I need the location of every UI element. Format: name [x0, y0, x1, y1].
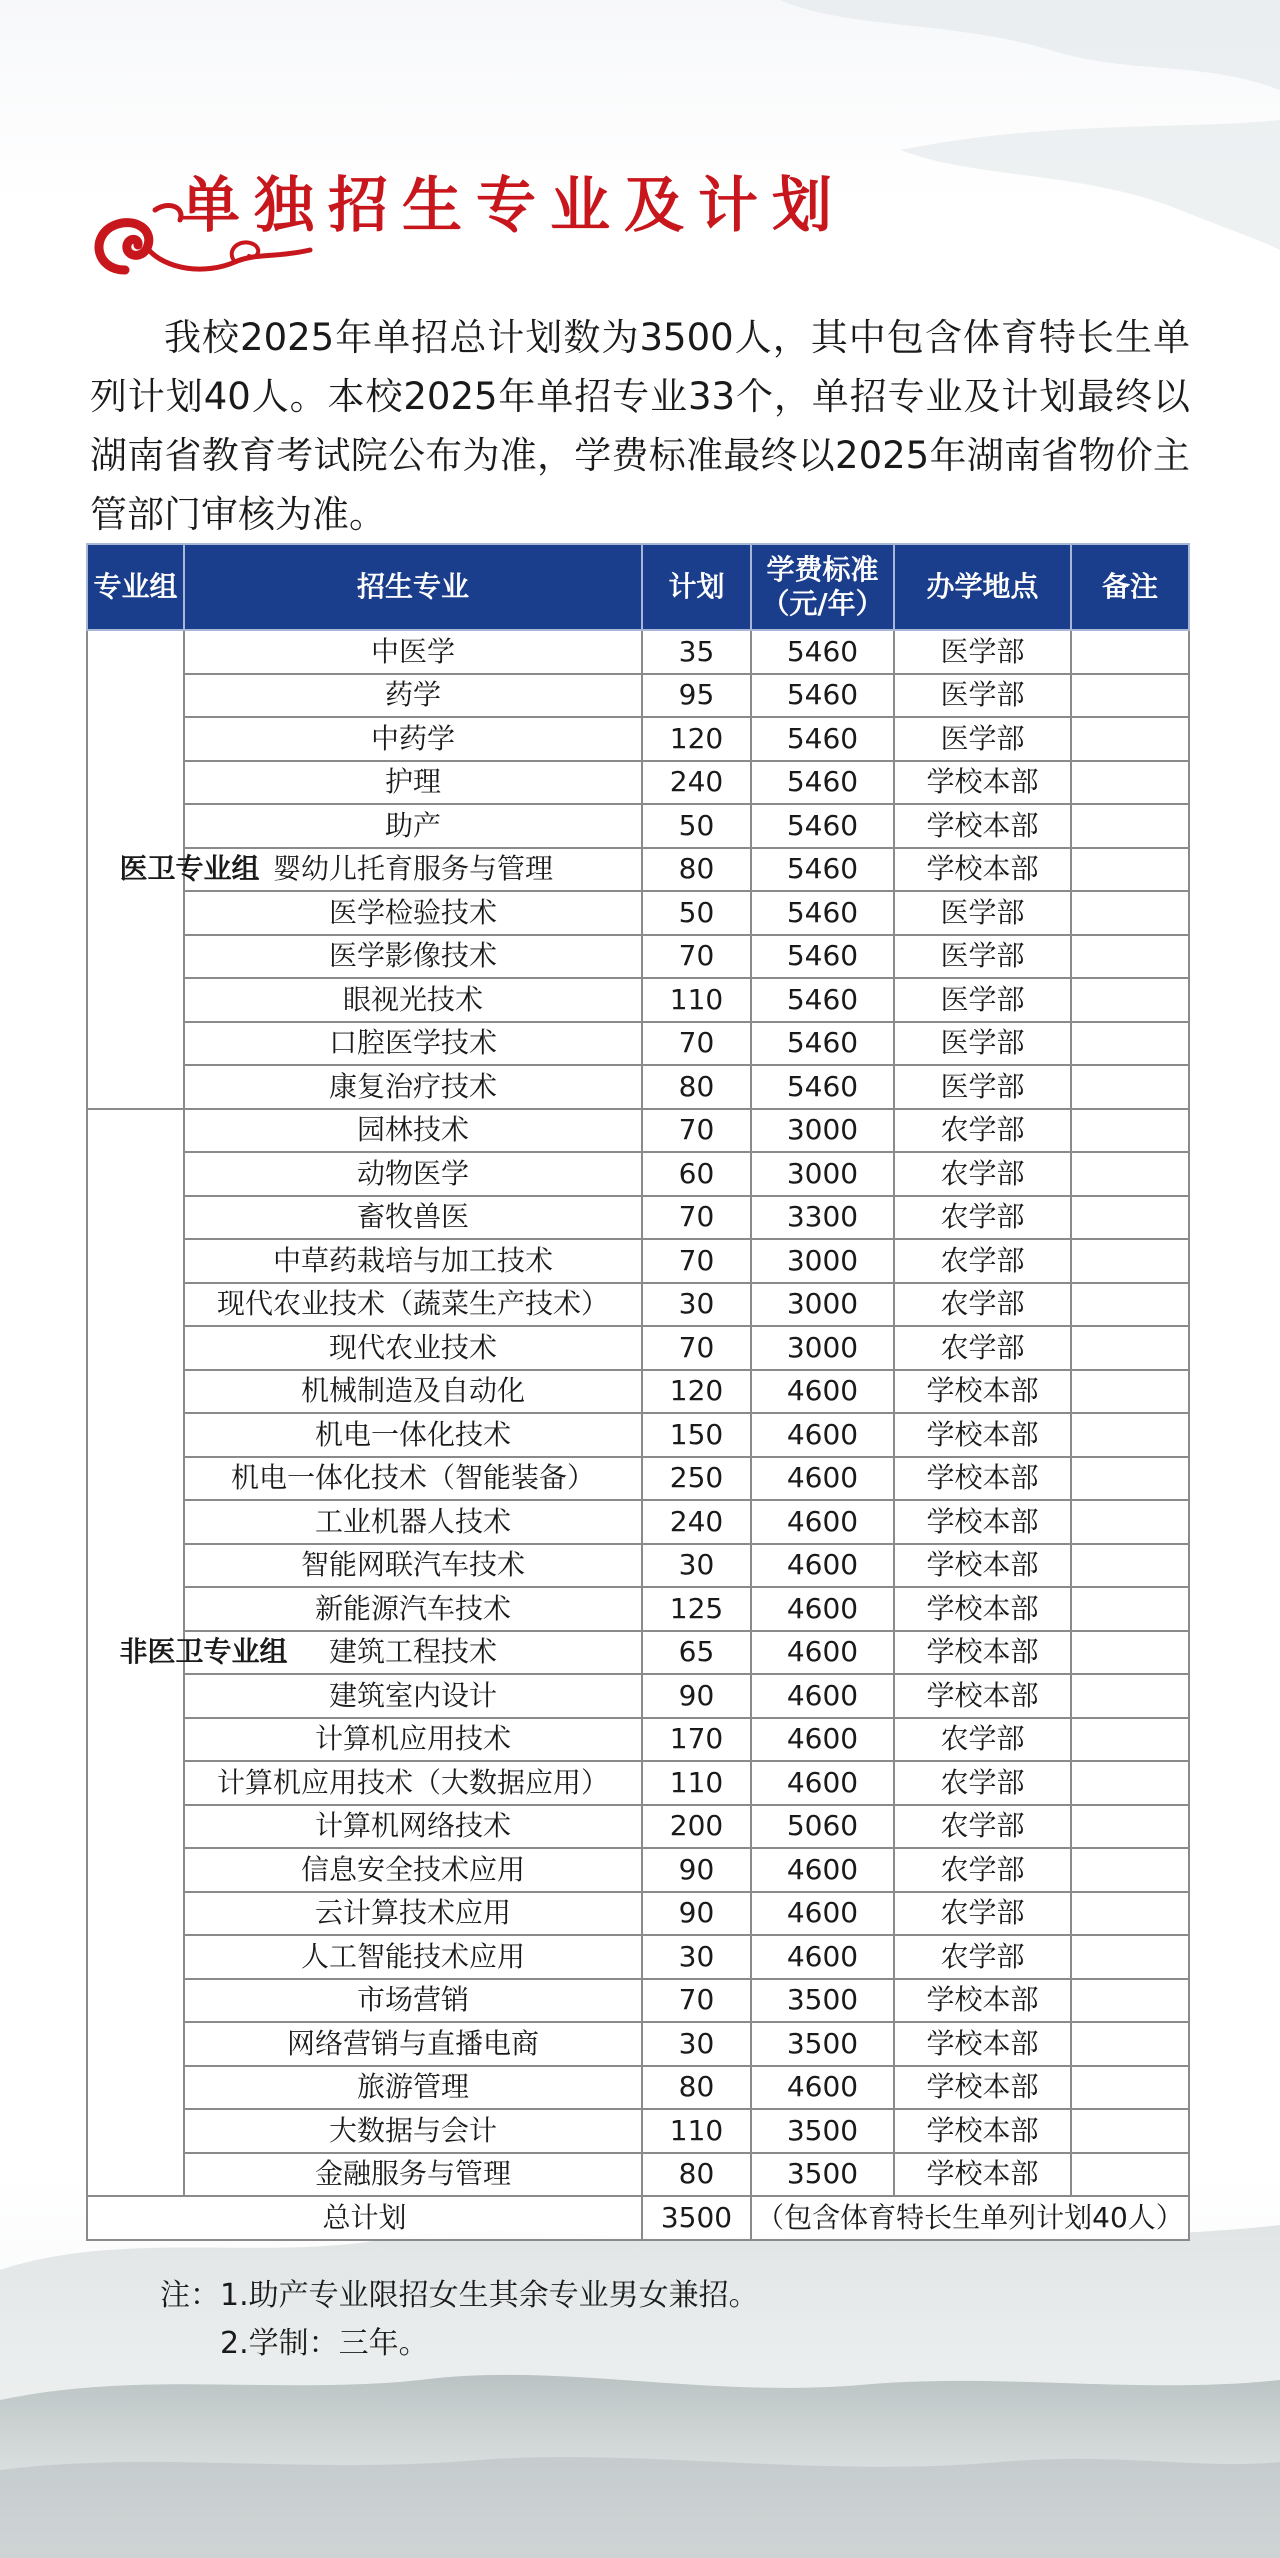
cell-remark — [1071, 891, 1189, 935]
table-row — [87, 1718, 1189, 1762]
table-row — [87, 1283, 1189, 1327]
cell-campus: 学校本部 — [894, 2022, 1071, 2066]
cell-remark — [1071, 935, 1189, 979]
table-row — [87, 674, 1189, 718]
table-header-row — [87, 544, 1189, 630]
cell-remark — [1071, 1935, 1189, 1979]
cell-fee: 5460 — [751, 630, 894, 674]
cell-fee: 3500 — [751, 2109, 894, 2153]
cell-plan: 30 — [642, 1283, 751, 1327]
cell-remark — [1071, 978, 1189, 1022]
header-plan: 计划 — [642, 544, 751, 630]
table-row — [87, 891, 1189, 935]
cell-campus: 学校本部 — [894, 2109, 1071, 2153]
cell-major: 计算机应用技术 — [184, 1718, 642, 1762]
cell-fee: 4600 — [751, 1500, 894, 1544]
cell-remark — [1071, 674, 1189, 718]
group-name-cell — [87, 1109, 288, 2197]
total-label: 总计划 — [87, 2196, 642, 2240]
cell-fee: 4600 — [751, 1761, 894, 1805]
cell-campus: 学校本部 — [894, 761, 1071, 805]
cell-remark — [1071, 761, 1189, 805]
cell-major: 园林技术 — [184, 1109, 642, 1153]
cell-major: 机电一体化技术（智能装备） — [184, 1457, 642, 1501]
cell-major: 医学影像技术 — [184, 935, 642, 979]
cell-plan: 50 — [642, 804, 751, 848]
cell-plan: 95 — [642, 674, 751, 718]
cell-plan: 80 — [642, 2153, 751, 2197]
cell-plan: 70 — [642, 1979, 751, 2023]
cell-campus: 学校本部 — [894, 1631, 1071, 1675]
cell-plan: 250 — [642, 1457, 751, 1501]
cell-plan: 70 — [642, 1022, 751, 1066]
title-banner — [85, 150, 885, 290]
cell-fee: 5460 — [751, 717, 894, 761]
cell-remark — [1071, 1631, 1189, 1675]
cell-fee: 5460 — [751, 804, 894, 848]
header-fee-line2: （元/年） — [761, 587, 884, 620]
cell-fee: 3000 — [751, 1283, 894, 1327]
cell-plan: 80 — [642, 848, 751, 892]
table-row — [87, 1544, 1189, 1588]
cell-plan: 80 — [642, 2066, 751, 2110]
cell-campus: 学校本部 — [894, 1370, 1071, 1414]
page-title: 单独招生专业及计划 — [180, 171, 846, 241]
table-row — [87, 1109, 1189, 1153]
intro-paragraph: 我校2025年单招总计划数为3500人，其中包含体育特长生单列计划40人。本校2025年单招专业33个，单招专业及计划最终以湖南省教育考试院公布为准，学费标准最终以2025年湖南省物价主管部门审核为准。 — [90, 316, 1190, 536]
table-row — [87, 1326, 1189, 1370]
cell-campus: 农学部 — [894, 1239, 1071, 1283]
cell-remark — [1071, 1283, 1189, 1327]
cell-remark — [1071, 630, 1189, 674]
cell-plan: 110 — [642, 1761, 751, 1805]
cell-plan: 200 — [642, 1805, 751, 1849]
cell-fee: 5460 — [751, 935, 894, 979]
cell-major: 现代农业技术（蔬菜生产技术） — [184, 1283, 642, 1327]
cell-remark — [1071, 1196, 1189, 1240]
cell-plan: 70 — [642, 935, 751, 979]
cell-campus: 农学部 — [894, 1718, 1071, 1762]
table-row — [87, 1196, 1189, 1240]
cell-fee: 3000 — [751, 1239, 894, 1283]
cell-plan: 90 — [642, 1848, 751, 1892]
total-plan: 3500 — [642, 2196, 751, 2240]
cell-fee: 3500 — [751, 2022, 894, 2066]
cell-remark — [1071, 1239, 1189, 1283]
cell-plan: 70 — [642, 1239, 751, 1283]
cell-major: 动物医学 — [184, 1152, 642, 1196]
table-row — [87, 1457, 1189, 1501]
cell-major: 云计算技术应用 — [184, 1892, 642, 1936]
notes — [160, 2272, 759, 2368]
cell-major: 智能网联汽车技术 — [184, 1544, 642, 1588]
cell-fee: 4600 — [751, 1718, 894, 1762]
cell-fee: 4600 — [751, 1848, 894, 1892]
cell-fee: 4600 — [751, 1457, 894, 1501]
cell-plan: 120 — [642, 717, 751, 761]
cell-plan: 30 — [642, 1935, 751, 1979]
cell-fee: 3000 — [751, 1109, 894, 1153]
table-row — [87, 2066, 1189, 2110]
cell-plan: 110 — [642, 978, 751, 1022]
note-line-2: 2.学制：三年。 — [220, 2326, 429, 2361]
cell-fee: 4600 — [751, 1892, 894, 1936]
header-remark: 备注 — [1071, 544, 1189, 630]
table-row — [87, 1500, 1189, 1544]
cell-fee: 3300 — [751, 1196, 894, 1240]
cell-remark — [1071, 1674, 1189, 1718]
cell-major: 大数据与会计 — [184, 2109, 642, 2153]
cell-fee: 5460 — [751, 674, 894, 718]
cell-major: 市场营销 — [184, 1979, 642, 2023]
group-name: 医卫专业组 — [119, 852, 260, 886]
cell-campus: 农学部 — [894, 1152, 1071, 1196]
cell-major: 眼视光技术 — [184, 978, 642, 1022]
table-row — [87, 1239, 1189, 1283]
cell-major: 药学 — [184, 674, 642, 718]
cell-fee: 4600 — [751, 1935, 894, 1979]
cell-fee: 4600 — [751, 1370, 894, 1414]
cell-campus: 学校本部 — [894, 1500, 1071, 1544]
cell-campus: 医学部 — [894, 891, 1071, 935]
table-row — [87, 1805, 1189, 1849]
cell-major: 新能源汽车技术 — [184, 1587, 642, 1631]
cell-campus: 农学部 — [894, 1196, 1071, 1240]
cell-plan: 150 — [642, 1413, 751, 1457]
cell-major: 婴幼儿托育服务与管理 — [184, 848, 642, 892]
cell-remark — [1071, 1587, 1189, 1631]
cell-major: 中医学 — [184, 630, 642, 674]
cell-campus: 医学部 — [894, 674, 1071, 718]
cell-remark — [1071, 2109, 1189, 2153]
cell-campus: 医学部 — [894, 717, 1071, 761]
cell-fee: 3500 — [751, 2153, 894, 2197]
cell-remark — [1071, 1761, 1189, 1805]
cell-major: 人工智能技术应用 — [184, 1935, 642, 1979]
table-row — [87, 2109, 1189, 2153]
table-row — [87, 804, 1189, 848]
cell-campus: 学校本部 — [894, 2066, 1071, 2110]
cell-campus: 医学部 — [894, 630, 1071, 674]
header-major: 招生专业 — [184, 544, 642, 630]
table-row — [87, 1674, 1189, 1718]
cell-campus: 农学部 — [894, 1935, 1071, 1979]
cell-remark — [1071, 848, 1189, 892]
cell-major: 畜牧兽医 — [184, 1196, 642, 1240]
cell-remark — [1071, 2066, 1189, 2110]
cell-plan: 65 — [642, 1631, 751, 1675]
cell-remark — [1071, 1152, 1189, 1196]
cell-fee: 4600 — [751, 1413, 894, 1457]
cell-plan: 240 — [642, 1500, 751, 1544]
total-row — [87, 2196, 1189, 2240]
header-campus: 办学地点 — [894, 544, 1071, 630]
cell-plan: 80 — [642, 1065, 751, 1109]
cell-fee: 5460 — [751, 761, 894, 805]
cell-plan: 170 — [642, 1718, 751, 1762]
cell-campus: 学校本部 — [894, 2153, 1071, 2197]
cell-campus: 学校本部 — [894, 1544, 1071, 1588]
cell-plan: 30 — [642, 2022, 751, 2066]
cell-campus: 医学部 — [894, 935, 1071, 979]
cell-fee: 5460 — [751, 978, 894, 1022]
table-row — [87, 1848, 1189, 1892]
cell-fee: 4600 — [751, 1631, 894, 1675]
cell-campus: 学校本部 — [894, 1457, 1071, 1501]
cell-campus: 医学部 — [894, 1065, 1071, 1109]
cell-fee: 5460 — [751, 891, 894, 935]
note-line-1: 注：1.助产专业限招女生其余专业男女兼招。 — [160, 2278, 759, 2313]
cell-campus: 农学部 — [894, 1761, 1071, 1805]
cell-major: 助产 — [184, 804, 642, 848]
cell-major: 网络营销与直播电商 — [184, 2022, 642, 2066]
cell-plan: 90 — [642, 1674, 751, 1718]
cell-remark — [1071, 1370, 1189, 1414]
header-fee — [751, 544, 894, 630]
cell-campus: 农学部 — [894, 1283, 1071, 1327]
cell-fee: 4600 — [751, 1674, 894, 1718]
cell-campus: 农学部 — [894, 1805, 1071, 1849]
cell-fee: 3500 — [751, 1979, 894, 2023]
cell-campus: 学校本部 — [894, 1413, 1071, 1457]
cell-plan: 50 — [642, 891, 751, 935]
cell-plan: 110 — [642, 2109, 751, 2153]
cell-remark — [1071, 1457, 1189, 1501]
cell-remark — [1071, 1022, 1189, 1066]
cell-fee: 5460 — [751, 1065, 894, 1109]
cell-campus: 学校本部 — [894, 1674, 1071, 1718]
cell-campus: 学校本部 — [894, 1587, 1071, 1631]
table-row — [87, 1413, 1189, 1457]
cell-major: 计算机应用技术（大数据应用） — [184, 1761, 642, 1805]
cell-campus: 医学部 — [894, 1022, 1071, 1066]
table-row — [87, 2022, 1189, 2066]
cell-fee: 4600 — [751, 2066, 894, 2110]
cell-remark — [1071, 1892, 1189, 1936]
cell-fee: 3000 — [751, 1326, 894, 1370]
table-row — [87, 1065, 1189, 1109]
table-row — [87, 2153, 1189, 2197]
header-group: 专业组 — [87, 544, 184, 630]
cell-campus: 医学部 — [894, 978, 1071, 1022]
cell-remark — [1071, 1109, 1189, 1153]
cell-campus: 农学部 — [894, 1326, 1071, 1370]
cell-major: 护理 — [184, 761, 642, 805]
cell-campus: 农学部 — [894, 1109, 1071, 1153]
cell-remark — [1071, 804, 1189, 848]
cell-remark — [1071, 1065, 1189, 1109]
table-row — [87, 1587, 1189, 1631]
cell-fee: 5460 — [751, 1022, 894, 1066]
cell-plan: 70 — [642, 1109, 751, 1153]
cell-fee: 4600 — [751, 1587, 894, 1631]
table-row — [87, 1022, 1189, 1066]
cell-campus: 农学部 — [894, 1848, 1071, 1892]
cell-major: 口腔医学技术 — [184, 1022, 642, 1066]
cell-campus: 学校本部 — [894, 1979, 1071, 2023]
table-row — [87, 1152, 1189, 1196]
cell-plan: 90 — [642, 1892, 751, 1936]
cell-plan: 35 — [642, 630, 751, 674]
table-row — [87, 1979, 1189, 2023]
header-fee-line1: 学费标准 — [766, 553, 879, 586]
cell-campus: 学校本部 — [894, 848, 1071, 892]
table-row — [87, 935, 1189, 979]
table-row — [87, 717, 1189, 761]
cell-fee: 5460 — [751, 848, 894, 892]
cell-remark — [1071, 1718, 1189, 1762]
cell-major: 中草药栽培与加工技术 — [184, 1239, 642, 1283]
cell-plan: 125 — [642, 1587, 751, 1631]
table-row — [87, 761, 1189, 805]
cell-plan: 70 — [642, 1326, 751, 1370]
cell-plan: 60 — [642, 1152, 751, 1196]
table-row — [87, 978, 1189, 1022]
cell-remark — [1071, 1805, 1189, 1849]
cell-major: 金融服务与管理 — [184, 2153, 642, 2197]
enrollment-plan-table — [86, 543, 1190, 2241]
cell-plan: 240 — [642, 761, 751, 805]
cell-remark — [1071, 717, 1189, 761]
cell-plan: 30 — [642, 1544, 751, 1588]
cell-major: 机械制造及自动化 — [184, 1370, 642, 1414]
total-note: （包含体育特长生单列计划40人） — [751, 2196, 1189, 2240]
cell-plan: 70 — [642, 1196, 751, 1240]
cell-major: 医学检验技术 — [184, 891, 642, 935]
cell-remark — [1071, 2153, 1189, 2197]
cell-major: 中药学 — [184, 717, 642, 761]
cell-remark — [1071, 2022, 1189, 2066]
cell-remark — [1071, 1979, 1189, 2023]
cell-remark — [1071, 1413, 1189, 1457]
table-row — [87, 1935, 1189, 1979]
cell-major: 计算机网络技术 — [184, 1805, 642, 1849]
group-name-cell — [87, 630, 260, 1109]
cell-major: 信息安全技术应用 — [184, 1848, 642, 1892]
table-row — [87, 1892, 1189, 1936]
cell-remark — [1071, 1500, 1189, 1544]
cell-remark — [1071, 1326, 1189, 1370]
table-row — [87, 1761, 1189, 1805]
cell-remark — [1071, 1544, 1189, 1588]
cell-major: 康复治疗技术 — [184, 1065, 642, 1109]
group-name: 非医卫专业组 — [119, 1635, 288, 1669]
cell-major: 建筑工程技术 — [184, 1631, 642, 1675]
cell-fee: 5060 — [751, 1805, 894, 1849]
cell-major: 工业机器人技术 — [184, 1500, 642, 1544]
cell-major: 旅游管理 — [184, 2066, 642, 2110]
cell-fee: 3000 — [751, 1152, 894, 1196]
cell-fee: 4600 — [751, 1544, 894, 1588]
table-row — [87, 630, 1189, 674]
table-row — [87, 1370, 1189, 1414]
cell-campus: 学校本部 — [894, 804, 1071, 848]
cell-campus: 农学部 — [894, 1892, 1071, 1936]
cell-major: 建筑室内设计 — [184, 1674, 642, 1718]
cell-major: 机电一体化技术 — [184, 1413, 642, 1457]
cell-remark — [1071, 1848, 1189, 1892]
cell-plan: 120 — [642, 1370, 751, 1414]
cell-major: 现代农业技术 — [184, 1326, 642, 1370]
